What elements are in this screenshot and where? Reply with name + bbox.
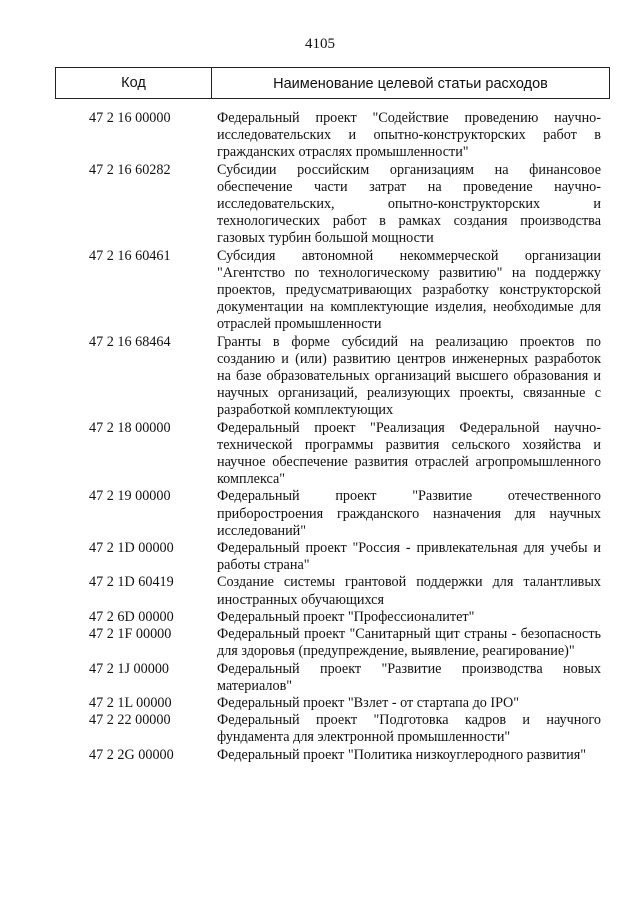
table-row [0, 248, 640, 334]
table-row [0, 420, 640, 489]
row-code: 47 2 16 60461 [89, 247, 171, 264]
row-code: 47 2 19 00000 [89, 488, 171, 505]
page-number: 4105 [305, 36, 335, 52]
row-code: 47 2 1L 00000 [89, 694, 172, 711]
row-name: Субсидии российским организациям на финансовое обеспечение части затрат на проведение научно-исследовательских, опытно-конструкторских и технологических работ в рамках создания производства газовых турбин большой мощности [217, 161, 601, 247]
table-row [0, 695, 640, 712]
row-code: 47 2 1J 00000 [89, 660, 170, 677]
row-code: 47 2 6D 00000 [89, 608, 174, 625]
table-row [0, 609, 640, 626]
table-row [0, 488, 640, 540]
table-body [0, 110, 640, 764]
row-code: 47 2 16 60282 [89, 161, 171, 178]
row-code: 47 2 2G 00000 [89, 746, 174, 763]
row-name: Федеральный проект "Реализация Федеральной научно-технической программы развития сельского хозяйства и научное обеспечение развития отраслей агропромышленного комплекса" [217, 419, 601, 488]
row-name: Гранты в форме субсидий на реализацию проектов по созданию и (или) развитию центров инженерных разработок на базе образовательных организаций высшего образования и научных организаций, реализующих проекты, связанные с разработкой комплектующих [217, 333, 601, 419]
table-row [0, 334, 640, 420]
row-name: Федеральный проект "Содействие проведению научно-исследовательских и опытно-конструкторских работ в гражданских отраслях промышленности" [217, 110, 601, 161]
table-row [0, 712, 640, 746]
header-name: Наименование целевой статьи расходов [273, 76, 548, 92]
table-row [0, 626, 640, 660]
row-code: 47 2 1F 00000 [89, 626, 172, 643]
row-name: Федеральный проект "Россия - привлекательная для учебы и работы страна" [217, 540, 601, 574]
row-code: 47 2 18 00000 [89, 419, 171, 436]
row-code: 47 2 22 00000 [89, 712, 171, 729]
row-code: 47 2 1D 00000 [89, 540, 174, 557]
row-name: Федеральный проект "Санитарный щит страны - безопасность для здоровья (предупреждение, выявление, реагирование)" [217, 626, 601, 660]
row-name: Федеральный проект "Взлет - от стартапа до IPO" [217, 694, 520, 711]
row-name: Федеральный проект "Профессионалитет" [217, 608, 475, 625]
row-name: Субсидия автономной некоммерческой организации "Агентство по технологическому развитию" на поддержку проектов, предусматривающих разработку конструкторской документации на комплектующие изделия, необходимые для отраслей промышленности [217, 247, 601, 333]
table-row [0, 661, 640, 695]
row-code: 47 2 1D 60419 [89, 574, 174, 591]
row-name: Федеральный проект "Политика низкоуглеродного развития" [217, 746, 587, 763]
table-header [55, 67, 610, 99]
row-code: 47 2 16 68464 [89, 333, 171, 350]
row-name: Федеральный проект "Развитие отечественного приборостроения гражданского назначения для научных исследований" [217, 488, 601, 539]
table-row [0, 540, 640, 574]
row-name: Федеральный проект "Подготовка кадров и научного фундамента для электронной промышленности" [217, 712, 601, 746]
table-row [0, 747, 640, 764]
row-name: Федеральный проект "Развитие производства новых материалов" [217, 660, 601, 694]
table-row [0, 574, 640, 608]
header-code: Код [56, 68, 212, 98]
table-row [0, 110, 640, 162]
row-name: Создание системы грантовой поддержки для талантливых иностранных обучающихся [217, 574, 601, 608]
row-code: 47 2 16 00000 [89, 110, 171, 126]
table-row [0, 162, 640, 248]
